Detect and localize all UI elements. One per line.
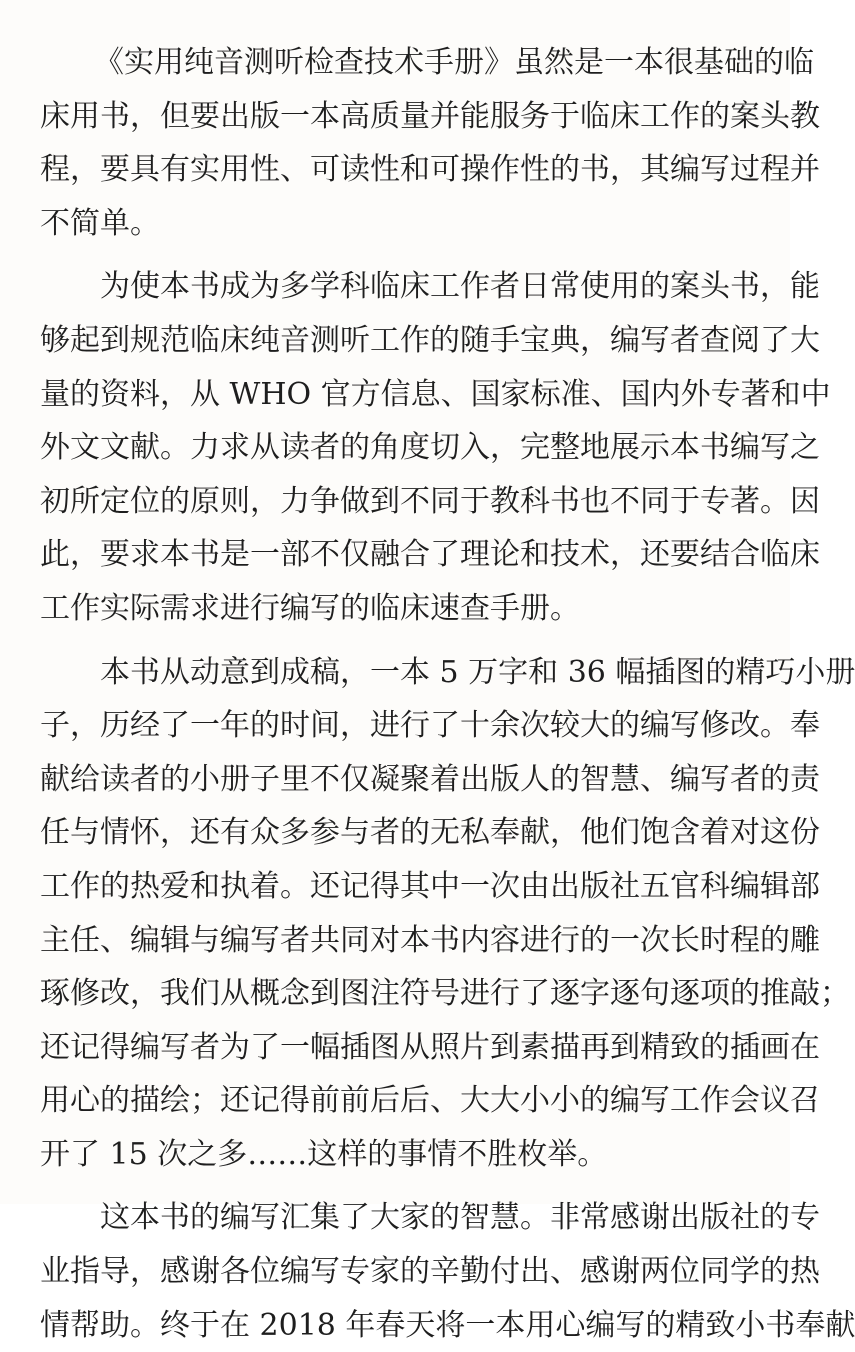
text-line: 还记得编写者为了一幅插图从照片到素描再到精致的插画在	[40, 1029, 820, 1065]
text-line: 外文文献。力求从读者的角度切入，完整地展示本书编写之	[40, 430, 820, 466]
body-text	[40, 36, 855, 1352]
paragraph-3	[40, 646, 855, 1182]
text-line: 够起到规范临床纯音测听工作的随手宝典，编写者查阅了大	[40, 322, 820, 358]
text-line: 情帮助。终于在 2018 年春天将一本用心编写的精致小书奉献	[40, 1307, 855, 1343]
text-line: 业指导，感谢各位编写专家的辛勤付出、感谢两位同学的热	[40, 1254, 820, 1290]
text-line: 不简单。	[40, 205, 160, 241]
text-line: 程，要具有实用性、可读性和可操作性的书，其编写过程并	[40, 152, 820, 188]
paragraph-4	[40, 1191, 855, 1352]
text-line: 量的资料，从 WHO 官方信息、国家标准、国内外专著和中	[40, 376, 831, 412]
paragraph-1	[40, 36, 820, 250]
text-line: 琢修改，我们从概念到图注符号进行了逐字逐句逐项的推敲；	[40, 976, 850, 1012]
paragraph-2	[40, 260, 831, 635]
text-line: 这本书的编写汇集了大家的智慧。非常感谢出版社的专	[100, 1200, 820, 1236]
text-line: 子，历经了一年的时间，进行了十余次较大的编写修改。奉	[40, 708, 820, 744]
text-line: 为使本书成为多学科临床工作者日常使用的案头书，能	[100, 269, 820, 305]
text-line: 开了 15 次之多……这样的事情不胜枚举。	[40, 1136, 608, 1172]
text-line: 主任、编辑与编写者共同对本书内容进行的一次长时程的雕	[40, 922, 820, 958]
text-line: 任与情怀，还有众多参与者的无私奉献，他们饱含着对这份	[40, 815, 820, 851]
text-line: 本书从动意到成稿，一本 5 万字和 36 幅插图的精巧小册	[100, 654, 855, 690]
text-line: 工作实际需求进行编写的临床速查手册。	[40, 590, 580, 626]
text-line: 此，要求本书是一部不仅融合了理论和技术，还要结合临床	[40, 537, 820, 573]
text-line: 《实用纯音测听检查技术手册》虽然是一本很基础的临	[94, 45, 814, 80]
text-line: 献给读者的小册子里不仅凝聚着出版人的智慧、编写者的责	[40, 761, 820, 797]
text-line: 床用书，但要出版一本高质量并能服务于临床工作的案头教	[40, 98, 820, 134]
text-line: 工作的热爱和执着。还记得其中一次由出版社五官科编辑部	[40, 868, 820, 904]
text-line: 用心的描绘；还记得前前后后、大大小小的编写工作会议召	[40, 1083, 820, 1119]
text-line: 初所定位的原则，力争做到不同于教科书也不同于专著。因	[40, 483, 820, 519]
